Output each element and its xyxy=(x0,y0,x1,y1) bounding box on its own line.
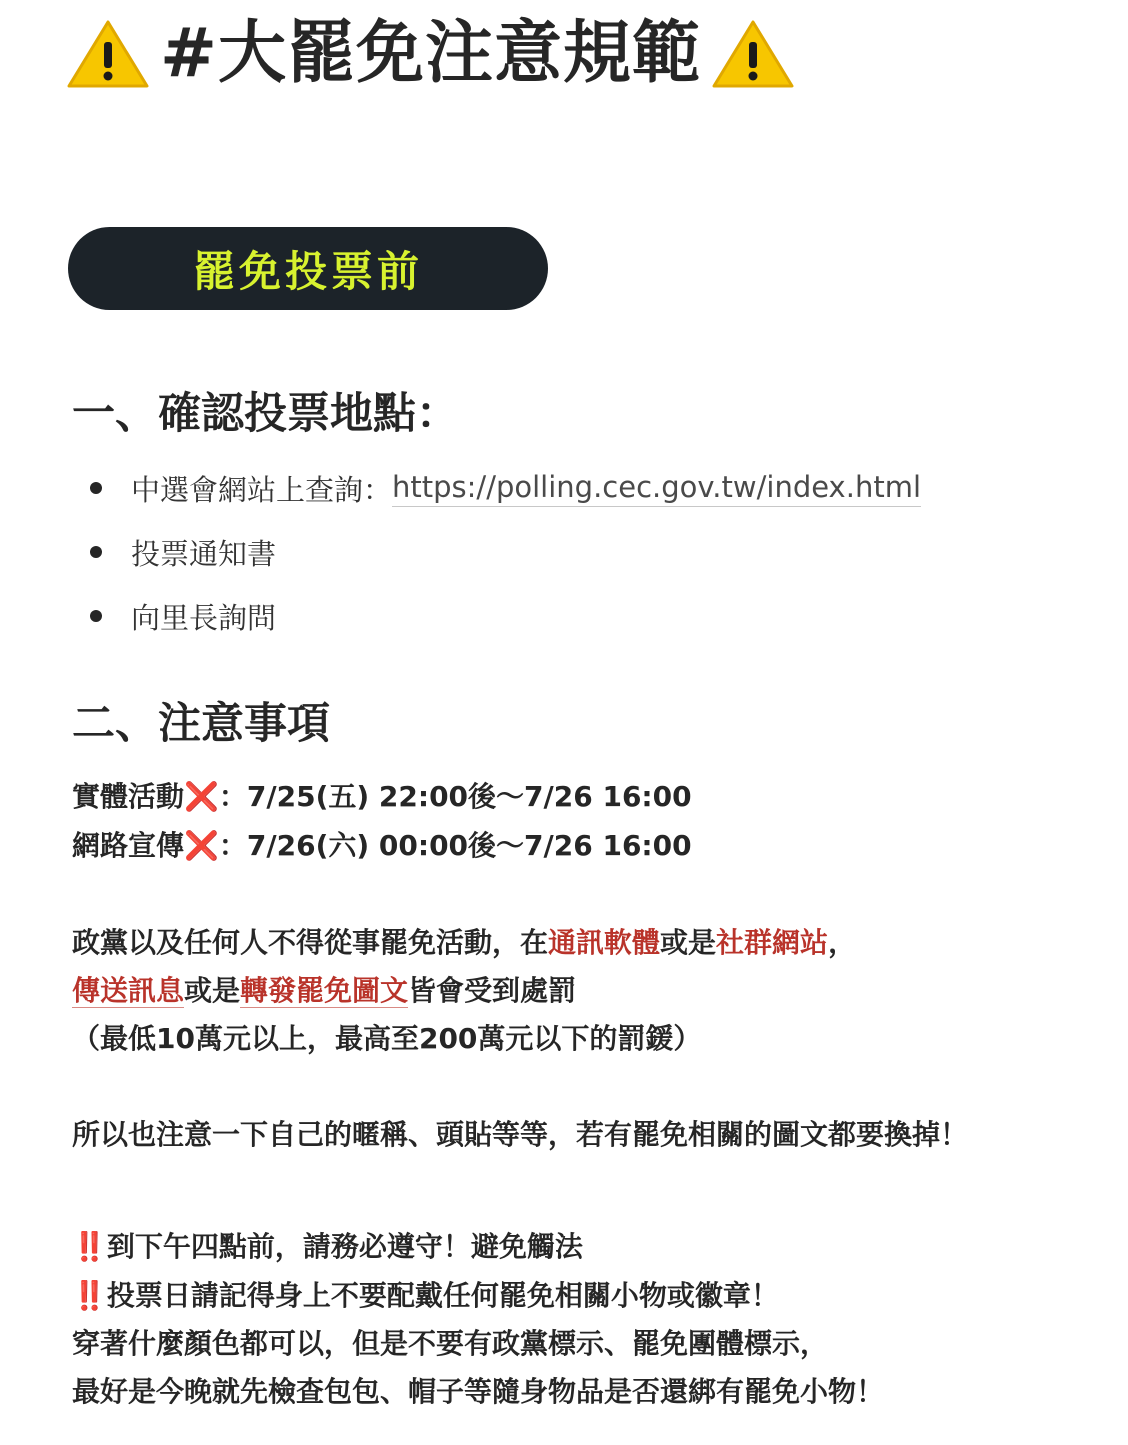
rule-text: 皆會受到處罰 xyxy=(408,974,577,1007)
bullet-dot xyxy=(90,610,102,622)
schedule-label: 實體活動 xyxy=(72,780,185,813)
rule-text: 或是 xyxy=(660,926,717,959)
nickname-note: 所以也注意一下自己的暱稱、頭貼等等，若有罷免相關的圖文都要換掉！ xyxy=(72,1118,969,1151)
schedule-line-physical xyxy=(72,773,692,821)
page-title xyxy=(66,10,795,98)
rule-text: 或是 xyxy=(184,974,241,1007)
closing-line-2: 最好是今晚就先檢查包包、帽子等隨身物品是否還綁有罷免小物！ xyxy=(72,1375,885,1408)
rule-line-2 xyxy=(72,967,576,1015)
double-exclamation-icon: ‼️ xyxy=(72,1230,107,1263)
schedule-time: ：7/26(六) 00:00後～7/26 16:00 xyxy=(218,829,692,862)
pill-label: 罷免投票前 xyxy=(192,246,423,296)
section2-heading: 二、注意事項 xyxy=(72,699,330,749)
highlight-forward-posts: 轉發罷免圖文 xyxy=(240,974,409,1007)
location-list xyxy=(88,456,921,648)
highlight-messaging-apps: 通訊軟體 xyxy=(548,926,661,959)
list-item xyxy=(88,584,921,648)
cross-mark-icon: ❌ xyxy=(184,780,219,813)
warning-text: 投票日請記得身上不要配戴任何罷免相關小物或徽章！ xyxy=(106,1279,779,1312)
rule-text: 政黨以及任何人不得從事罷免活動，在 xyxy=(72,926,549,959)
schedule-time: ：7/25(五) 22:00後～7/26 16:00 xyxy=(218,780,692,813)
warning-text: 到下午四點前，請務必遵守！避免觸法 xyxy=(106,1230,583,1263)
bullet-dot xyxy=(90,546,102,558)
list-item xyxy=(88,456,921,520)
schedule-label: 網路宣傳 xyxy=(72,829,185,862)
cec-polling-link[interactable]: https://polling.cec.gov.tw/index.html xyxy=(392,470,921,507)
list-item-text: 中選會網站上查詢： xyxy=(131,472,393,507)
rule-line-1 xyxy=(72,919,856,967)
section-pill xyxy=(68,227,548,310)
closing-line-1: 穿著什麼顏色都可以，但是不要有政黨標示、罷免團體標示， xyxy=(72,1327,829,1360)
title-text: #大罷免注意規範 xyxy=(160,14,701,93)
warning-line-2 xyxy=(72,1272,779,1320)
warning-line-1 xyxy=(72,1223,583,1271)
rule-text: ， xyxy=(828,926,857,959)
section1-heading: 一、確認投票地點： xyxy=(72,389,459,439)
list-item xyxy=(88,520,921,584)
list-item-text: 向里長詢問 xyxy=(131,600,277,635)
highlight-social-sites: 社群網站 xyxy=(716,926,829,959)
bullet-dot xyxy=(90,482,102,494)
schedule-line-online xyxy=(72,822,692,870)
list-item-text: 投票通知書 xyxy=(131,536,277,571)
warning-icon xyxy=(66,18,150,90)
fine-line: （最低10萬元以上，最高至200萬元以下的罰鍰） xyxy=(72,1022,702,1055)
highlight-send-messages: 傳送訊息 xyxy=(72,974,185,1007)
warning-icon xyxy=(711,18,795,90)
cross-mark-icon: ❌ xyxy=(184,829,219,862)
double-exclamation-icon: ‼️ xyxy=(72,1279,107,1312)
